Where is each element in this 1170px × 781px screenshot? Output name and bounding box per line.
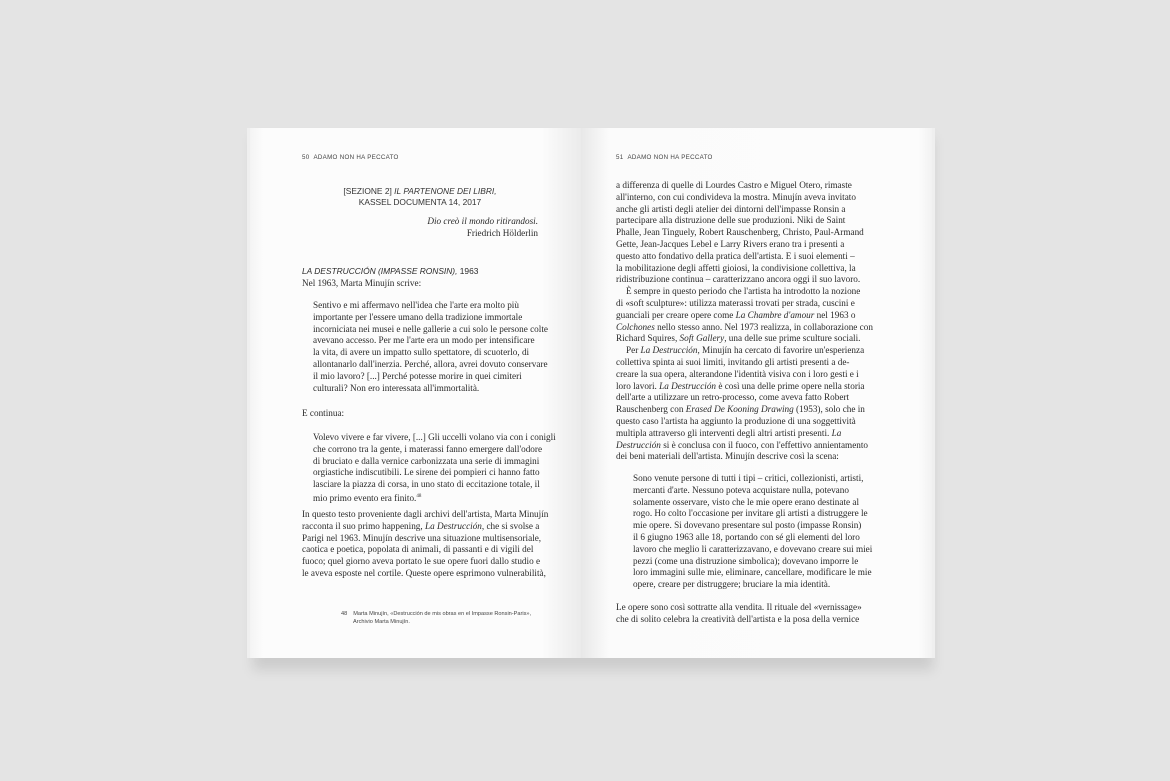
right-quote-line: Sono venute persone di tutti i tipi – critici, collezionisti, artisti, <box>633 473 864 483</box>
right-running-title: ADAMO NON HA PECCATO <box>627 154 713 161</box>
right-quote-line: mercanti d'arte. Nessuno poteva acquistare nulla, potevano <box>633 484 849 495</box>
right-quote-line: rogo. Ho colto l'occasione per invitare gli artisti a distruggere le <box>633 508 868 519</box>
quote-1 <box>313 300 548 394</box>
left-paragraph: In questo testo proveniente dagli archivi dell'artista, Marta Minujín racconta il suo primo happening, La Destrucción, che si svolse a Parigi nel 1963. Minujín descrive una situazione multisensoriale, caotica e poetica, popolata di animali, di passanti e di vigili del fuoco; quel giorno aveva portato le sue opere fuori dallo studio e le aveva esposte nel cortile. Queste opere esprimono vulnerabilità, <box>302 509 549 578</box>
left-running-title: ADAMO NON HA PECCATO <box>313 154 399 161</box>
quote-2-line: che corrono tra la gente, i materassi fanno emergere dall'odore <box>313 443 543 454</box>
footnote-ref: 48 <box>416 493 422 499</box>
left-running-head <box>302 154 399 161</box>
right-quote-line: lavoro che meglio li caratterizzavano, e dovevano creare sui miei <box>633 543 873 554</box>
continua-line: E continua: <box>302 408 345 418</box>
quote-2 <box>313 432 556 505</box>
right-paragraph-4: Le opere sono così sottratte alla vendita. Il rituale del «vernissage» che di solito celebra la creatività dell'artista e la posa della vernice <box>616 602 862 624</box>
epigraph-text: Dio creò il mondo ritirandosi. <box>427 216 538 226</box>
left-page <box>247 128 581 658</box>
quote-2-line: Volevo vivere e far vivere, [...] Gli uccelli volano via con i conigli <box>313 432 556 442</box>
right-running-head <box>616 154 713 161</box>
right-quote-line: il 6 giugno 1963 alle 18, portando con sé gli elementi del loro <box>633 531 860 542</box>
quote-2-line: lasciare la piazza di corsa, in uno stato di eccitazione totale, il <box>313 479 540 490</box>
right-quote <box>633 473 872 591</box>
right-quote-line: mie opere. Si dovevano presentare sul posto (impasse Ronsin) <box>633 520 862 531</box>
right-page <box>581 128 935 658</box>
quote-2-line: mio primo evento era finito.$^{48}$ <box>313 493 422 504</box>
right-quote-line: loro immagini sulle mie, eliminare, cancellare, modificare le mie <box>633 567 872 578</box>
right-page-number: 51 <box>616 154 624 161</box>
quote-1-line: Sentivo e mi affermavo nell'idea che l'arte era molto più <box>313 300 519 310</box>
subheading: LA DESTRUCCIÓN (IMPASSE RONSIN), 1963 <box>302 266 479 276</box>
epigraph <box>427 215 538 239</box>
section-prefix: [SEZIONE 2] <box>343 186 392 196</box>
quote-1-line: incorniciata nei musei e nelle gallerie a cui solo le persone colte <box>313 323 548 334</box>
open-book <box>247 128 935 668</box>
right-paragraph-1: a differenza di quelle di Lourdes Castro e Miguel Otero, rimaste all'interno, con cui condivideva la mostra. Minujín aveva invitato anche gli artisti degli atelier dei dintorni dell'impasse Ronsin a partecipare alla distruzione delle sue produzioni. Niki de Saint Phalle, Jean Tinguely, Robert Rauschenberg, Christo, Paul-Armand Gette, Jean-Jacques Lebel e Larry Rivers erano tra i presenti a questo atto fondativo della pratica dell'artista. E i suoi elementi – la mobilitazione degli affetti gioiosi, la condivisione collettiva, la ridistribuzione continua – caratterizzano ancora oggi il suo lavoro. È sempre in questo periodo che l'artista ha introdotto la nozione di «soft sculpture»: utilizza materassi trovati per strada, cuscini e guanciali per creare opere come La Chambre d'amour nel 1963 o Colchones nello stesso anno. Nel 1973 realizza, in collaborazione con Richard Squires, Soft Gallery, una delle sue prime sculture sociali. Per La Destrucción, Minujín ha cercato di favorire un'esperienza collettiva spinta ai suoi limiti, invitando gli artisti presenti a de- creare la sua opera, alterandone l'identità visiva con i loro gesti e i loro lavori. La Destrucción è così una delle prime opere nella storia dell'arte a utilizzare un retro-processo, come aveva fatto Robert Rauschenberg con Erased De Kooning Drawing (1953), solo che in questo caso l'artista ha aggiunto la produzione di una soggettività multipla attraverso gli interventi degli altri artisti presenti. La Destrucción si è conclusa con il fuoco, con l'effettivo annientamento dei beni materiali dell'artista. Minujín descrive così la scena: <box>616 180 873 462</box>
quote-1-line: la vita, di avere un impatto sullo spettatore, di scuoterlo, di <box>313 347 530 358</box>
quote-1-line: il mio lavoro? [...] Perché potesse morire in quei cimiteri <box>313 370 522 381</box>
epigraph-author: Friedrich Hölderlin <box>466 228 538 238</box>
left-page-number: 50 <box>302 154 310 161</box>
quote-1-line: culturali? Non ero interessata all'immortalità. <box>313 382 480 393</box>
right-quote-line: solamente osservare, visto che le mie opere erano destinate al <box>633 496 860 507</box>
left-intro-block <box>302 266 478 290</box>
intro-line: Nel 1963, Marta Minujín scrive: <box>302 277 422 288</box>
section-name: IL PARTENONE DEI LIBRI, <box>394 186 497 196</box>
footnote-number: 48 <box>341 611 348 617</box>
section-title <box>300 186 540 208</box>
quote-1-line: avevano accesso. Per me l'arte era un modo per intensificare <box>313 335 535 346</box>
footnote: 48 Marta Minujín, «Destrucción de mis obras en el Impasse Ronsin-Paris», Archivio Marta Minujín. <box>341 611 532 625</box>
section-subtitle: KASSEL DOCUMENTA 14, 2017 <box>358 197 482 207</box>
quote-1-line: allontanarlo dall'inerzia. Perché, allora, avrei dovuto conservare <box>313 358 548 369</box>
quote-2-line: di bruciato e dalla vernice carbonizzata una serie di immagini <box>313 455 540 466</box>
right-quote-line: pezzi (come una distruzione simbolica); dovevano imporre le <box>633 555 859 566</box>
quote-2-line: orgiastiche indiscutibili. Le sirene dei pompieri ci hanno fatto <box>313 467 540 478</box>
quote-1-line: importante per l'essere umano della tradizione immortale <box>313 311 523 322</box>
right-quote-line: opere, creare per distruggere; bruciare la mia identità. <box>633 579 831 590</box>
